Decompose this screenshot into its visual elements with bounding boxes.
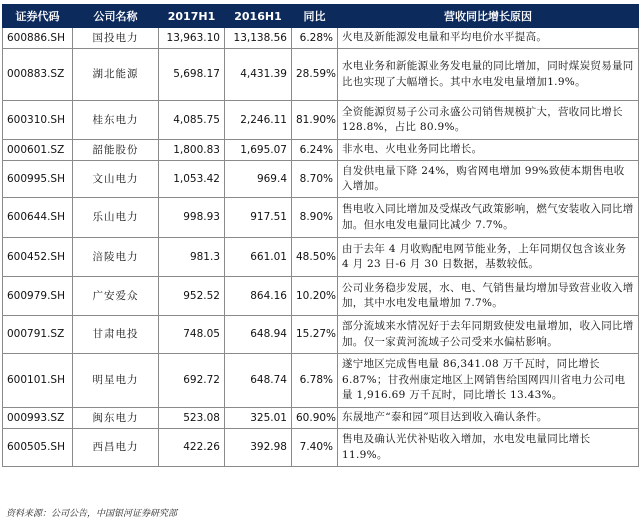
company-name-cell: 广安爱众 <box>73 277 159 316</box>
growth-reason-cell: 全资能源贸易子公司永盛公司销售规模扩大，营收同比增长 128.8%，占比 80.9%。 <box>338 101 639 140</box>
revenue-2017h1-cell: 4,085.75 <box>159 101 225 140</box>
revenue-2017h1-cell: 523.08 <box>159 408 225 429</box>
stock-code-cell: 000883.SZ <box>3 49 73 101</box>
revenue-2017h1-cell: 748.05 <box>159 316 225 354</box>
table-row <box>3 429 639 467</box>
revenue-2016h1-cell: 661.01 <box>225 238 292 277</box>
header-2017h1: 2017H1 <box>159 5 225 28</box>
growth-reason-cell: 火电及新能源发电量和平均电价水平提高。 <box>338 28 639 49</box>
growth-reason-cell: 售电收入同比增加及受煤改气政策影响，燃气安装收入同比增加。但水电发电量同比减少 7.7%。 <box>338 198 639 238</box>
revenue-2016h1-cell: 648.74 <box>225 354 292 408</box>
revenue-2016h1-cell: 2,246.11 <box>225 101 292 140</box>
growth-reason-cell: 由于去年 4 月收购配电网节能业务，上年同期仅包含该业务 4 月 23 日-6 月 30 日数据，基数较低。 <box>338 238 639 277</box>
yoy-growth-cell: 7.40% <box>292 429 338 467</box>
stock-code-cell: 000601.SZ <box>3 140 73 161</box>
header-yoy: 同比 <box>292 5 338 28</box>
company-name-cell: 韶能股份 <box>73 140 159 161</box>
table-row <box>3 277 639 316</box>
revenue-2016h1-cell: 325.01 <box>225 408 292 429</box>
revenue-2016h1-cell: 969.4 <box>225 161 292 198</box>
revenue-2016h1-cell: 392.98 <box>225 429 292 467</box>
revenue-2017h1-cell: 1,800.83 <box>159 140 225 161</box>
revenue-2017h1-cell: 998.93 <box>159 198 225 238</box>
revenue-growth-table <box>2 4 639 467</box>
company-name-cell: 闽东电力 <box>73 408 159 429</box>
company-name-cell: 甘肃电投 <box>73 316 159 354</box>
revenue-2016h1-cell: 4,431.39 <box>225 49 292 101</box>
stock-code-cell: 600101.SH <box>3 354 73 408</box>
yoy-growth-cell: 8.70% <box>292 161 338 198</box>
stock-code-cell: 600995.SH <box>3 161 73 198</box>
table-row <box>3 408 639 429</box>
table-row <box>3 198 639 238</box>
growth-reason-cell: 非水电、火电业务同比增长。 <box>338 140 639 161</box>
company-name-cell: 桂东电力 <box>73 101 159 140</box>
growth-reason-cell: 东晟地产“泰和园”项目达到收入确认条件。 <box>338 408 639 429</box>
revenue-2016h1-cell: 648.94 <box>225 316 292 354</box>
stock-code-cell: 600310.SH <box>3 101 73 140</box>
growth-reason-cell: 公司业务稳步发展，水、电、气销售量均增加导致营业收入增加，其中水电发电量增加 7.7%。 <box>338 277 639 316</box>
table-row <box>3 101 639 140</box>
yoy-growth-cell: 28.59% <box>292 49 338 101</box>
stock-code-cell: 600886.SH <box>3 28 73 49</box>
table-row <box>3 316 639 354</box>
revenue-2017h1-cell: 13,963.10 <box>159 28 225 49</box>
stock-code-cell: 000993.SZ <box>3 408 73 429</box>
company-name-cell: 西昌电力 <box>73 429 159 467</box>
yoy-growth-cell: 8.90% <box>292 198 338 238</box>
revenue-2017h1-cell: 692.72 <box>159 354 225 408</box>
growth-reason-cell: 水电业务和新能源业务发电量的同比增加，同时煤炭贸易量同比也实现了大幅增长。其中水电发电量增加1.9%。 <box>338 49 639 101</box>
revenue-2016h1-cell: 1,695.07 <box>225 140 292 161</box>
stock-code-cell: 600452.SH <box>3 238 73 277</box>
table-row <box>3 28 639 49</box>
revenue-2017h1-cell: 422.26 <box>159 429 225 467</box>
revenue-2017h1-cell: 1,053.42 <box>159 161 225 198</box>
table-header-row <box>3 5 639 28</box>
source-note: 资料来源：公司公告，中国银河证券研究部 <box>6 509 178 519</box>
growth-reason-cell: 遂宁地区完成售电量 86,341.08 万千瓦时，同比增长6.87%；甘孜州康定地区上网销售给国网四川省电力公司电量 1,916.69 万千瓦时，同比增长 13.43%。 <box>338 354 639 408</box>
table-row <box>3 354 639 408</box>
table-row <box>3 161 639 198</box>
growth-reason-cell: 部分流域来水情况好于去年同期致使发电量增加，收入同比增加。仅一家黄河流域子公司受来水偏枯影响。 <box>338 316 639 354</box>
company-name-cell: 国投电力 <box>73 28 159 49</box>
growth-reason-cell: 自发供电量下降 24%，购省网电增加 99%致使本期售电收入增加。 <box>338 161 639 198</box>
company-name-cell: 湖北能源 <box>73 49 159 101</box>
yoy-growth-cell: 48.50% <box>292 238 338 277</box>
company-name-cell: 涪陵电力 <box>73 238 159 277</box>
revenue-2017h1-cell: 981.3 <box>159 238 225 277</box>
company-name-cell: 乐山电力 <box>73 198 159 238</box>
yoy-growth-cell: 6.78% <box>292 354 338 408</box>
yoy-growth-cell: 6.24% <box>292 140 338 161</box>
company-name-cell: 文山电力 <box>73 161 159 198</box>
revenue-2016h1-cell: 13,138.56 <box>225 28 292 49</box>
yoy-growth-cell: 81.90% <box>292 101 338 140</box>
revenue-2016h1-cell: 864.16 <box>225 277 292 316</box>
growth-reason-cell: 售电及确认光伏补贴收入增加，水电发电量同比增长11.9%。 <box>338 429 639 467</box>
stock-code-cell: 600979.SH <box>3 277 73 316</box>
yoy-growth-cell: 15.27% <box>292 316 338 354</box>
header-reason: 营收同比增长原因 <box>338 5 639 28</box>
table-row <box>3 238 639 277</box>
revenue-2017h1-cell: 952.52 <box>159 277 225 316</box>
stock-code-cell: 600505.SH <box>3 429 73 467</box>
stock-code-cell: 000791.SZ <box>3 316 73 354</box>
table-row <box>3 140 639 161</box>
revenue-2016h1-cell: 917.51 <box>225 198 292 238</box>
stock-code-cell: 600644.SH <box>3 198 73 238</box>
header-2016h1: 2016H1 <box>225 5 292 28</box>
header-name: 公司名称 <box>73 5 159 28</box>
header-code: 证券代码 <box>3 5 73 28</box>
yoy-growth-cell: 60.90% <box>292 408 338 429</box>
table-row <box>3 49 639 101</box>
company-name-cell: 明星电力 <box>73 354 159 408</box>
yoy-growth-cell: 6.28% <box>292 28 338 49</box>
yoy-growth-cell: 10.20% <box>292 277 338 316</box>
revenue-2017h1-cell: 5,698.17 <box>159 49 225 101</box>
